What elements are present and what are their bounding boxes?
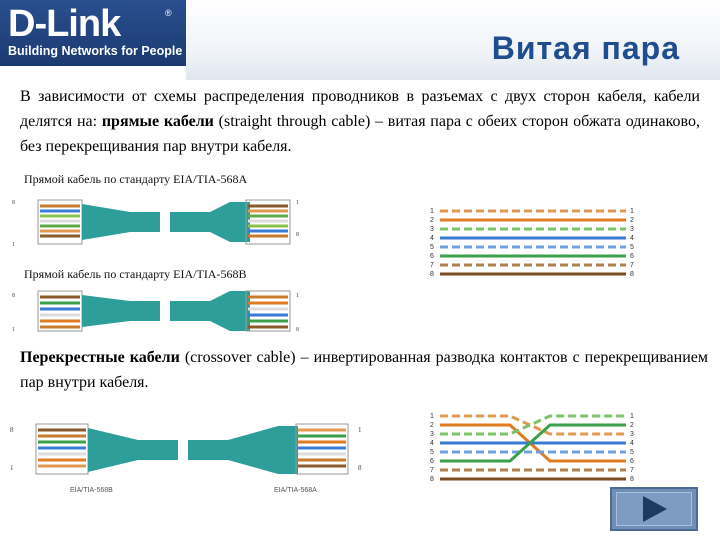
svg-text:1: 1 (296, 200, 299, 206)
svg-text:8: 8 (10, 426, 14, 434)
crossover-text-bold: Перекрестные кабели (20, 349, 180, 366)
svg-text:1: 1 (12, 242, 15, 248)
svg-text:8: 8 (630, 271, 634, 278)
svg-text:1: 1 (12, 327, 15, 333)
svg-text:3: 3 (430, 431, 434, 438)
svg-text:6: 6 (430, 253, 434, 260)
intro-text-part2: (straight through cable) – витая пара с обеих сторон обжата одинаково, без перекрещивания пар внутри кабеля. (20, 113, 700, 155)
svg-text:6: 6 (630, 253, 634, 260)
svg-text:7: 7 (630, 262, 634, 269)
svg-text:1: 1 (630, 208, 634, 215)
svg-text:4: 4 (430, 235, 434, 242)
svg-text:8: 8 (12, 293, 15, 299)
svg-text:2: 2 (430, 422, 434, 429)
svg-text:2: 2 (630, 217, 634, 224)
svg-text:5: 5 (430, 449, 434, 456)
cable-568b-illustration (10, 285, 310, 337)
slide-title: Витая пара (491, 30, 680, 66)
svg-text:1: 1 (430, 208, 434, 215)
title-bar (186, 0, 720, 80)
next-slide-button[interactable] (610, 487, 698, 531)
straight-wiring-diagram (430, 203, 640, 279)
logo-tagline: Building Networks for People (8, 44, 183, 58)
svg-text:4: 4 (430, 440, 434, 447)
svg-text:7: 7 (430, 467, 434, 474)
caption-568a: Прямой кабель по стандарту EIA/TIA-568A (24, 172, 248, 186)
crossover-cable-illustration (8, 418, 376, 498)
svg-text:7: 7 (630, 467, 634, 474)
intro-text-bold: прямые кабели (101, 113, 214, 130)
svg-text:8: 8 (296, 327, 299, 333)
svg-text:1: 1 (430, 413, 434, 420)
svg-text:2: 2 (430, 217, 434, 224)
svg-text:1: 1 (630, 413, 634, 420)
crossover-wiring-diagram (430, 408, 640, 484)
svg-text:4: 4 (630, 235, 634, 242)
svg-text:8: 8 (358, 464, 362, 472)
svg-text:8: 8 (430, 271, 434, 278)
logo-registered-mark: ® (165, 8, 172, 18)
svg-text:7: 7 (430, 262, 434, 269)
svg-text:3: 3 (430, 226, 434, 233)
svg-text:5: 5 (630, 244, 634, 251)
crossover-paragraph (20, 345, 708, 395)
crossover-left-standard-label: EIA/TIA-568B (70, 487, 113, 494)
svg-text:5: 5 (630, 449, 634, 456)
cable-568a-illustration (10, 190, 310, 252)
svg-text:8: 8 (630, 476, 634, 483)
crossover-text-rest: (crossover cable) – инвертированная разводка контактов с перекрещиванием пар внутри кабеля. (20, 349, 709, 391)
logo-wordmark: D-Link (8, 3, 121, 45)
svg-text:8: 8 (12, 200, 15, 206)
svg-text:1: 1 (10, 464, 14, 472)
intro-text-part1: В зависимости от схемы распределения проводников в разъемах с двух сторон кабеля, кабели делятся на: (20, 88, 700, 130)
svg-text:5: 5 (430, 244, 434, 251)
svg-text:3: 3 (630, 431, 634, 438)
svg-text:8: 8 (296, 232, 299, 238)
svg-text:3: 3 (630, 226, 634, 233)
svg-text:2: 2 (630, 422, 634, 429)
dlink-logo (0, 0, 186, 66)
svg-text:8: 8 (430, 476, 434, 483)
svg-text:6: 6 (630, 458, 634, 465)
caption-568b: Прямой кабель по стандарту EIA/TIA-568B (24, 267, 247, 281)
intro-paragraph (20, 84, 700, 159)
svg-text:6: 6 (430, 458, 434, 465)
crossover-right-standard-label: EIA/TIA-568A (274, 487, 317, 494)
svg-text:1: 1 (358, 426, 362, 434)
svg-text:1: 1 (296, 293, 299, 299)
play-right-arrow-icon (639, 494, 669, 524)
svg-text:4: 4 (630, 440, 634, 447)
